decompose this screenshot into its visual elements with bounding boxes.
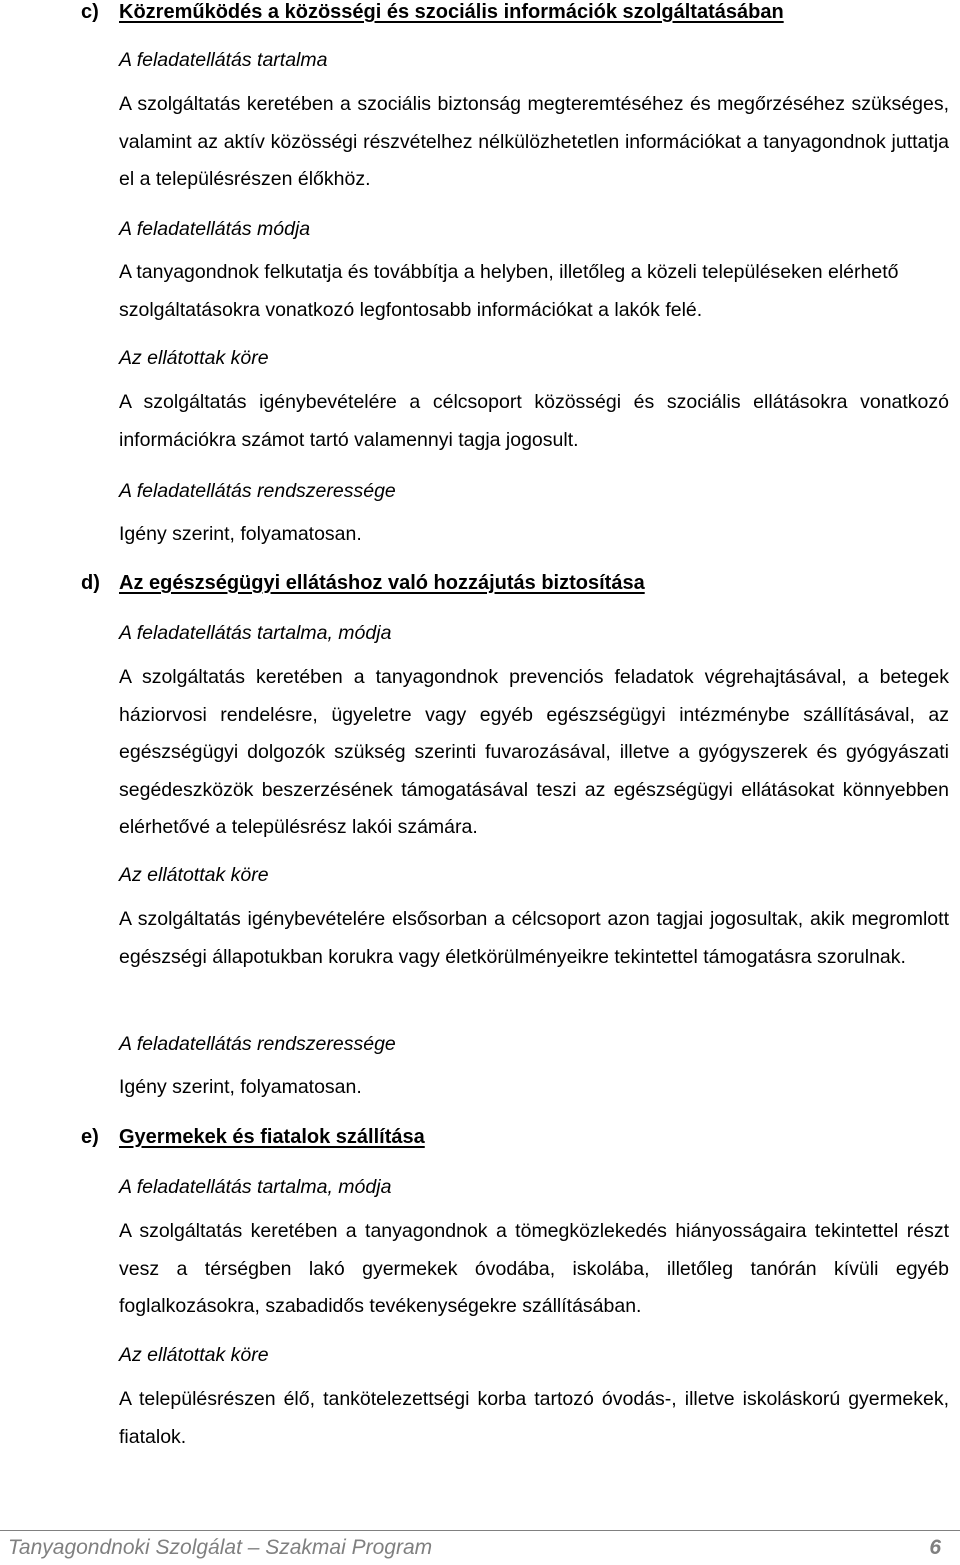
paragraph: Igény szerint, folyamatosan.	[119, 1076, 362, 1098]
paragraph: A tanyagondnok felkutatja és továbbítja a helyben, illetőleg a közeli településeken elérhető szolgáltatásokra vonatkozó legfontosabb információkat a lakók felé.	[119, 261, 899, 321]
section-title: Az egészségügyi ellátáshoz való hozzájutás biztosítása	[119, 572, 645, 594]
subheading: Az ellátottak köre	[119, 1344, 269, 1366]
section-title: Közreműködés a közösségi és szociális információk szolgáltatásában	[119, 1, 784, 23]
section-letter: c)	[81, 1, 99, 23]
section-letter: e)	[81, 1126, 99, 1148]
paragraph: Igény szerint, folyamatosan.	[119, 523, 362, 545]
paragraph: A településrészen élő, tankötelezettségi korba tartozó óvodás-, illetve iskoláskorú gyermekek, fiatalok.	[119, 1388, 949, 1448]
subheading: A feladatellátás tartalma, módja	[119, 622, 392, 644]
footer-divider	[0, 1530, 960, 1531]
subheading: A feladatellátás rendszeressége	[119, 480, 396, 502]
subheading: A feladatellátás tartalma, módja	[119, 1176, 392, 1198]
subheading: Az ellátottak köre	[119, 864, 269, 886]
section-heading-c	[81, 1, 784, 24]
section-letter: d)	[81, 572, 100, 594]
subheading: A feladatellátás módja	[119, 218, 311, 240]
paragraph: A szolgáltatás keretében a tanyagondnok prevenciós feladatok végrehajtásával, a betegek háziorvosi rendelésre, ügyeletre vagy egyéb egészségügyi intézménybe szállításával, az egészségügyi dolgozók szükség szerinti fuvarozásával, illetve a gyógyszerek és gyógyászati segédeszközök beszerzésének támogatásával teszi az egészségügyi ellátásokat könnyebben elérhetővé a településrész lakói számára.	[119, 666, 949, 838]
subheading: Az ellátottak köre	[119, 347, 269, 369]
section-title: Gyermekek és fiatalok szállítása	[119, 1126, 425, 1148]
subheading: A feladatellátás tartalma	[119, 49, 328, 71]
paragraph: A szolgáltatás keretében a tanyagondnok a tömegközlekedés hiányosságaira tekintettel részt vesz a térségben lakó gyermekek óvodába, iskolába, illetőleg tanórán kívüli egyéb foglalkozásokra, szabadidős tevékenységekre szállításában.	[119, 1220, 949, 1317]
subheading: A feladatellátás rendszeressége	[119, 1033, 396, 1055]
paragraph: A szolgáltatás keretében a szociális biztonság megteremtéséhez és megőrzéséhez szükséges, valamint az aktív közösségi részvételhez nélkülözhetetlen információkat a tanyagondnok juttatja el a településrészen élőkhöz.	[119, 93, 949, 190]
paragraph: A szolgáltatás igénybevételére a célcsoport közösségi és szociális ellátásokra vonatkozó információkra számot tartó valamennyi tagja jogosult.	[119, 391, 949, 451]
page-number: 6	[929, 1536, 941, 1559]
section-heading-e	[81, 1126, 425, 1149]
section-heading-d	[81, 572, 645, 595]
footer-title: Tanyagondnoki Szolgálat – Szakmai Program	[8, 1536, 433, 1559]
paragraph: A szolgáltatás igénybevételére elsősorban a célcsoport azon tagjai jogosultak, akik megromlott egészségi állapotukban korukra vagy életkörülményeikre tekintettel támogatásra szorulnak.	[119, 908, 949, 968]
